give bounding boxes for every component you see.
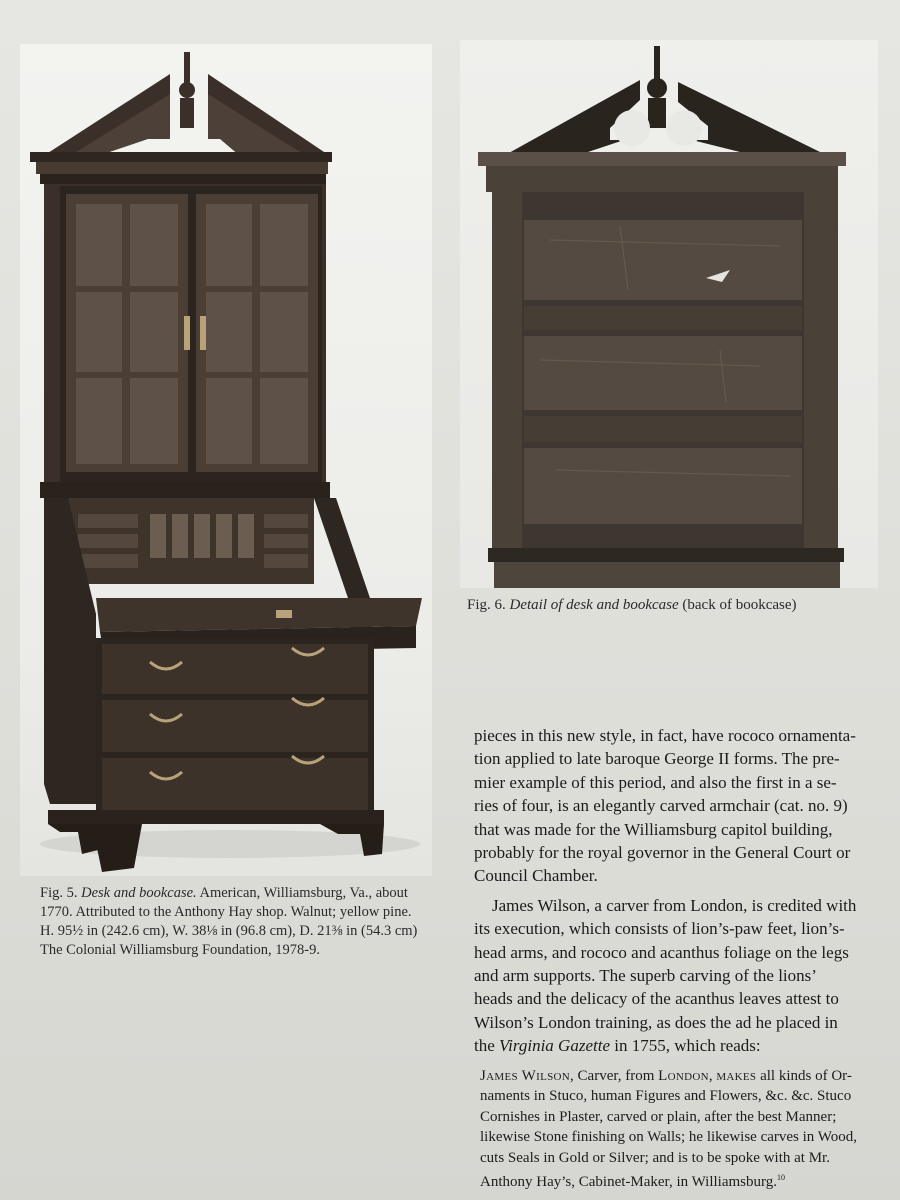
text-line: mier example of this period, and also the first in a se- — [474, 772, 837, 792]
text-line: tion applied to late baroque George II forms. The pre- — [474, 749, 840, 769]
quote-line — [480, 1066, 890, 1086]
quote-line: Cornishes in Plaster, carved or plain, after the best Manner; — [480, 1108, 837, 1125]
caption-line: The Colonial Williamsburg Foundation, 1978-9. — [40, 942, 321, 958]
caption-title: Desk and bookcase. — [81, 885, 197, 901]
quote-line — [480, 1168, 890, 1192]
text-line: James Wilson, a carver from London, is credited with — [492, 895, 857, 915]
bookcase-back-illustration — [460, 40, 878, 588]
text-line: ries of four, is an elegantly carved armchair (cat. no. 9) — [474, 796, 848, 816]
caption-rest: American, Williamsburg, Va., about — [196, 885, 408, 901]
block-quote — [480, 1066, 890, 1192]
quote-name: James Wilson — [480, 1068, 571, 1084]
quote-fragment: all kinds of Or- — [756, 1068, 852, 1084]
footnote-marker[interactable]: 10 — [776, 1173, 785, 1183]
desk-bookcase-illustration — [20, 44, 432, 876]
text-line: Wilson’s London training, as does the ad he placed in — [474, 1012, 838, 1032]
text-line — [474, 1034, 888, 1057]
text-line: that was made for the Williamsburg capitol building, — [474, 819, 833, 839]
text-line: pieces in this new style, in fact, have rococo ornamenta- — [474, 726, 856, 745]
caption-line: 1770. Attributed to the Anthony Hay shop. Walnut; yellow pine. — [40, 904, 412, 920]
quote-line: cuts Seals in Gold or Silver; and is to be spoke with at Mr. — [480, 1149, 830, 1166]
quote-fragment: , — [708, 1068, 717, 1084]
caption-title: Detail of desk and bookcase — [509, 597, 679, 613]
figure-5-caption — [40, 884, 430, 960]
quote-fragment: Anthony Hay’s, Cabinet-Maker, in Williamsburg. — [480, 1174, 777, 1191]
body-text-column — [474, 724, 888, 1058]
newspaper-title: Virginia Gazette — [499, 1036, 610, 1056]
figure-6-bookcase-back-photo — [460, 40, 878, 588]
paragraph-2 — [474, 894, 888, 1058]
quote-word: makes — [716, 1068, 757, 1084]
figure-6-caption — [467, 596, 867, 615]
figure-5-desk-bookcase-photo — [20, 44, 432, 876]
quote-city: London — [658, 1068, 709, 1084]
caption-prefix: Fig. 6. — [467, 597, 510, 613]
text-line: heads and the delicacy of the acanthus leaves attest to — [474, 989, 839, 1009]
text-line: its execution, which consists of lion’s-paw feet, lion’s- — [474, 919, 845, 939]
caption-prefix: Fig. 5. — [40, 885, 82, 901]
quote-line: likewise Stone finishing on Walls; he likewise carves in Wood, — [480, 1129, 857, 1146]
text-line: Council Chamber. — [474, 866, 598, 886]
text-fragment: in 1755, which reads: — [610, 1036, 761, 1056]
text-line: probably for the royal governor in the General Court or — [474, 843, 851, 863]
paragraph-1 — [474, 724, 888, 888]
text-fragment: the — [474, 1036, 500, 1056]
text-line: and arm supports. The superb carving of the lions’ — [474, 966, 817, 986]
quote-line: naments in Stuco, human Figures and Flowers, &c. &c. Stuco — [480, 1088, 852, 1105]
caption-line: H. 95½ in (242.6 cm), W. 38⅛ in (96.8 cm), D. 21⅜ in (54.3 cm) — [40, 923, 418, 939]
quote-fragment: , Carver, from — [570, 1068, 659, 1084]
text-line: head arms, and rococo and acanthus foliage on the legs — [474, 942, 849, 962]
caption-rest: (back of bookcase) — [678, 597, 797, 613]
caption-line — [40, 884, 430, 903]
